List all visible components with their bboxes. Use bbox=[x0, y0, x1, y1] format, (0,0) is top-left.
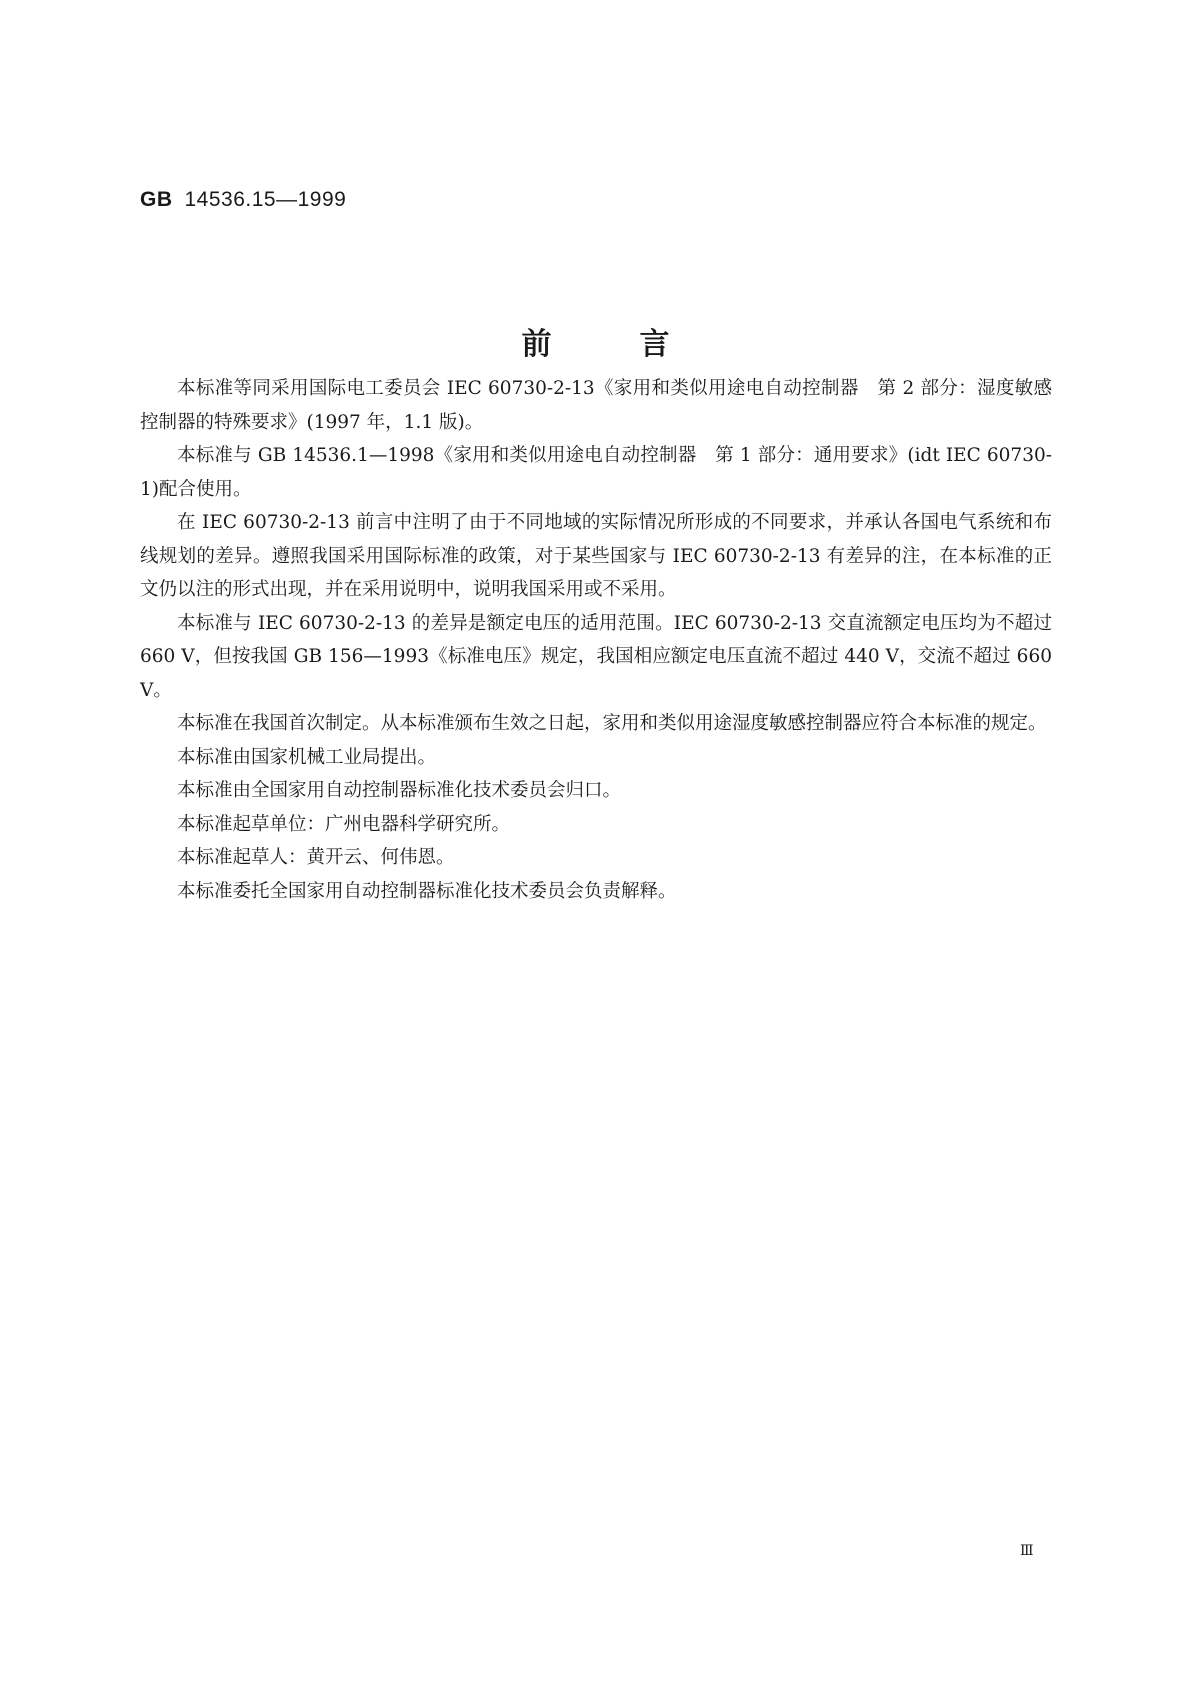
standard-prefix: GB bbox=[140, 188, 173, 211]
paragraph-companion-standard: 本标准与 GB 14536.1—1998《家用和类似用途电自动控制器 第 1 部分：通用要求》(idt IEC 60730-1)配合使用。 bbox=[140, 445, 1052, 500]
paragraph-regional-notes: 在 IEC 60730-2-13 前言中注明了由于不同地域的实际情况所形成的不同要求，并承认各国电气系统和布线规划的差异。遵照我国采用国际标准的政策，对于某些国家与 IEC 60730-2-13 有差异的注，在本标准的正文仍以注的形式出现，并在采用说明中，说明我国采用或不采用。 bbox=[140, 512, 1052, 600]
paragraph-adoption: 本标准等同采用国际电工委员会 IEC 60730-2-13《家用和类似用途电自动控制器 第 2 部分：湿度敏感控制器的特殊要求》(1997 年，1.1 版)。 bbox=[140, 378, 1052, 433]
standard-number: 14536.15—1999 bbox=[184, 188, 347, 211]
standard-header bbox=[140, 186, 346, 213]
paragraph-drafting-unit: 本标准起草单位：广州电器科学研究所。 bbox=[177, 813, 511, 835]
paragraph-administered-by: 本标准由全国家用自动控制器标准化技术委员会归口。 bbox=[177, 780, 622, 801]
page-number: Ⅲ bbox=[1020, 1543, 1034, 1559]
paragraph-interpretation: 本标准委托全国家用自动控制器标准化技术委员会负责解释。 bbox=[177, 880, 677, 902]
paragraph-first-edition: 本标准在我国首次制定。从本标准颁布生效之日起，家用和类似用途湿度敏感控制器应符合本标准的规定。 bbox=[177, 713, 1047, 734]
foreword-body bbox=[140, 372, 1052, 908]
paragraph-drafters: 本标准起草人：黄开云、何伟恩。 bbox=[177, 847, 455, 868]
paragraph-voltage-difference: 本标准与 IEC 60730-2-13 的差异是额定电压的适用范围。IEC 60730-2-13 交直流额定电压均为不超过 660 V，但按我国 GB 156—1993《标准电压》规定，我国相应额定电压直流不超过 440 V，交流不超过 660 V。 bbox=[140, 612, 1052, 701]
paragraph-proposed-by: 本标准由国家机械工业局提出。 bbox=[177, 746, 437, 768]
page-title: 前言 bbox=[521, 327, 758, 363]
